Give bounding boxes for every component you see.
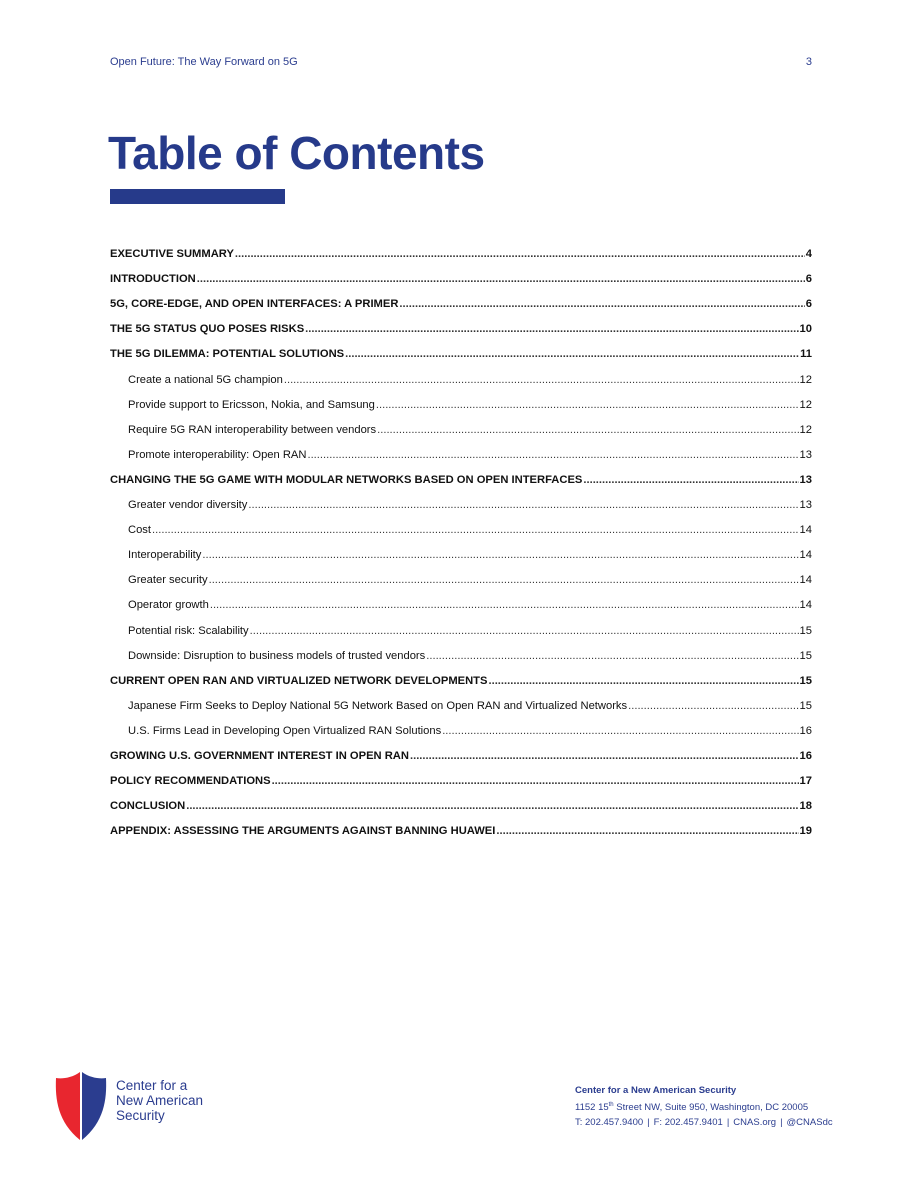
- title-underline-bar: [110, 189, 285, 204]
- toc-entry-page: 16: [799, 749, 812, 762]
- toc-entry[interactable]: [110, 264, 812, 289]
- toc-entry-page: 15: [799, 624, 812, 637]
- toc-entry-title: CURRENT OPEN RAN AND VIRTUALIZED NETWORK DEVELOPMENTS: [110, 674, 488, 687]
- toc-entry-title: GROWING U.S. GOVERNMENT INTEREST IN OPEN RAN: [110, 749, 409, 762]
- toc-entry-page: 16: [799, 724, 812, 737]
- toc-dot-leader: [272, 775, 799, 787]
- toc-dot-leader: [376, 399, 799, 411]
- toc-entry[interactable]: [110, 515, 812, 540]
- toc-dot-leader: [284, 374, 799, 386]
- toc-entry[interactable]: [110, 289, 812, 314]
- separator: |: [647, 1117, 650, 1129]
- toc-dot-leader: [426, 650, 798, 662]
- footer-website-link[interactable]: CNAS.org: [733, 1117, 777, 1129]
- toc-entry[interactable]: [110, 741, 812, 766]
- toc-entry[interactable]: [110, 615, 812, 640]
- toc-entry-page: 17: [799, 775, 812, 788]
- toc-entry-page: 15: [799, 699, 812, 712]
- toc-entry-title: INTRODUCTION: [110, 273, 196, 286]
- toc-dot-leader: [583, 474, 798, 486]
- toc-entry-title: Cost: [128, 524, 152, 537]
- toc-entry-title: Potential risk: Scalability: [128, 624, 249, 637]
- toc-entry-page: 12: [799, 373, 812, 386]
- toc-entry-title: THE 5G DILEMMA: POTENTIAL SOLUTIONS: [110, 348, 345, 361]
- toc-dot-leader: [399, 298, 804, 310]
- toc-entry-page: 4: [805, 248, 812, 261]
- toc-entry[interactable]: [110, 339, 812, 364]
- toc-entry[interactable]: [110, 565, 812, 590]
- toc-entry-page: 19: [799, 825, 812, 838]
- footer-address: [575, 1098, 833, 1115]
- address-rest: Street NW, Suite 950, Washington, DC 20005: [613, 1102, 809, 1114]
- toc-dot-leader: [488, 675, 798, 687]
- toc-entry-page: 14: [799, 524, 812, 537]
- toc-dot-leader: [305, 323, 798, 335]
- toc-entry-title: CHANGING THE 5G GAME WITH MODULAR NETWORKS BASED ON OPEN INTERFACES: [110, 473, 583, 486]
- toc-entry[interactable]: [110, 641, 812, 666]
- toc-entry[interactable]: [110, 490, 812, 515]
- toc-entry-title: Provide support to Ericsson, Nokia, and Samsung: [128, 398, 375, 411]
- toc-dot-leader: [628, 700, 798, 712]
- shield-logo-icon: [54, 1070, 108, 1142]
- toc-entry-page: 12: [799, 423, 812, 436]
- toc-entry-page: 11: [800, 348, 812, 361]
- toc-entry-title: 5G, CORE-EDGE, AND OPEN INTERFACES: A PRIMER: [110, 298, 399, 311]
- toc-entry-title: Create a national 5G champion: [128, 373, 283, 386]
- toc-entry-title: U.S. Firms Lead in Developing Open Virtualized RAN Solutions: [128, 724, 442, 737]
- toc-dot-leader: [307, 449, 798, 461]
- toc-entry-page: 15: [799, 674, 812, 687]
- separator: |: [726, 1117, 730, 1129]
- toc-entry-title: Greater vendor diversity: [128, 499, 248, 512]
- footer-fax: F: 202.457.9401: [653, 1117, 723, 1129]
- address-ordinal-suffix: th: [608, 1102, 614, 1108]
- toc-entry-title: Operator growth: [128, 599, 209, 612]
- logo-line: Center for a: [116, 1078, 188, 1093]
- toc-dot-leader: [442, 725, 798, 737]
- toc-entry[interactable]: [110, 666, 812, 691]
- toc-dot-leader: [377, 424, 798, 436]
- toc-entry-page: 13: [799, 499, 812, 512]
- footer-org-name: Center for a New American Security: [575, 1085, 737, 1096]
- toc-entry-page: 14: [799, 549, 812, 562]
- toc-entry[interactable]: [110, 816, 812, 841]
- toc-entry-title: THE 5G STATUS QUO POSES RISKS: [110, 323, 305, 336]
- toc-dot-leader: [250, 625, 799, 637]
- toc-entry[interactable]: [110, 364, 812, 389]
- toc-entry-title: Downside: Disruption to business models of trusted vendors: [128, 649, 426, 662]
- footer-social-handle[interactable]: @CNASdc: [786, 1117, 833, 1129]
- toc-entry-title: Japanese Firm Seeks to Deploy National 5G Network Based on Open RAN and Virtualized Networks: [128, 699, 628, 712]
- footer-contact-line: [575, 1115, 833, 1130]
- logo-line: New American: [116, 1093, 204, 1108]
- toc-entry-title: APPENDIX: ASSESSING THE ARGUMENTS AGAINST BANNING HUAWEI: [110, 825, 496, 838]
- toc-entry[interactable]: [110, 716, 812, 741]
- cnas-logo: [54, 1070, 203, 1142]
- footer-address-block: [575, 1083, 833, 1130]
- toc-dot-leader: [209, 574, 799, 586]
- toc-dot-leader: [210, 599, 799, 611]
- toc-entry-page: 15: [799, 649, 812, 662]
- toc-dot-leader: [202, 549, 798, 561]
- toc-entry-page: 12: [799, 398, 812, 411]
- toc-dot-leader: [248, 499, 798, 511]
- toc-entry[interactable]: [110, 791, 812, 816]
- toc-dot-leader: [186, 800, 798, 812]
- toc-dot-leader: [152, 524, 799, 536]
- toc-dot-leader: [197, 273, 805, 285]
- toc-dot-leader: [496, 825, 798, 837]
- toc-entry-title: Require 5G RAN interoperability between vendors: [128, 423, 377, 436]
- address-street-number: 1152 15: [575, 1102, 609, 1114]
- toc-entry-page: 10: [799, 323, 812, 336]
- toc-entry[interactable]: [110, 390, 812, 415]
- toc-entry[interactable]: [110, 766, 812, 791]
- toc-entry-page: 6: [805, 273, 812, 286]
- toc-entry-page: 6: [805, 298, 812, 311]
- toc-dot-leader: [410, 750, 799, 762]
- running-title: Open Future: The Way Forward on 5G: [110, 56, 298, 68]
- toc-entry-title: Greater security: [128, 574, 208, 587]
- toc-entry[interactable]: [110, 239, 812, 264]
- logo-line: Security: [116, 1108, 165, 1123]
- toc-dot-leader: [345, 348, 799, 360]
- page-number: 3: [805, 56, 812, 68]
- toc-entry-title: POLICY RECOMMENDATIONS: [110, 775, 271, 788]
- toc-entry-title: EXECUTIVE SUMMARY: [110, 248, 234, 261]
- toc-entry-page: 14: [799, 574, 812, 587]
- table-of-contents: [110, 239, 812, 841]
- toc-entry-page: 14: [799, 599, 812, 612]
- toc-entry-title: Interoperability: [128, 549, 202, 562]
- toc-entry[interactable]: [110, 440, 812, 465]
- logo-wordmark: [116, 1078, 203, 1123]
- toc-entry-page: 18: [799, 800, 812, 813]
- toc-entry[interactable]: [110, 314, 812, 339]
- toc-entry[interactable]: [110, 465, 812, 490]
- separator: |: [780, 1117, 783, 1129]
- toc-entry[interactable]: [110, 691, 812, 716]
- toc-entry-title: Promote interoperability: Open RAN: [128, 448, 307, 461]
- footer-phone: T: 202.457.9400: [575, 1117, 644, 1129]
- toc-dot-leader: [235, 248, 805, 260]
- toc-entry-page: 13: [799, 448, 812, 461]
- toc-entry[interactable]: [110, 540, 812, 565]
- toc-entry-page: 13: [799, 473, 812, 486]
- page-title: Table of Contents: [108, 127, 485, 179]
- toc-entry[interactable]: [110, 415, 812, 440]
- toc-entry-title: CONCLUSION: [110, 800, 186, 813]
- toc-entry[interactable]: [110, 590, 812, 615]
